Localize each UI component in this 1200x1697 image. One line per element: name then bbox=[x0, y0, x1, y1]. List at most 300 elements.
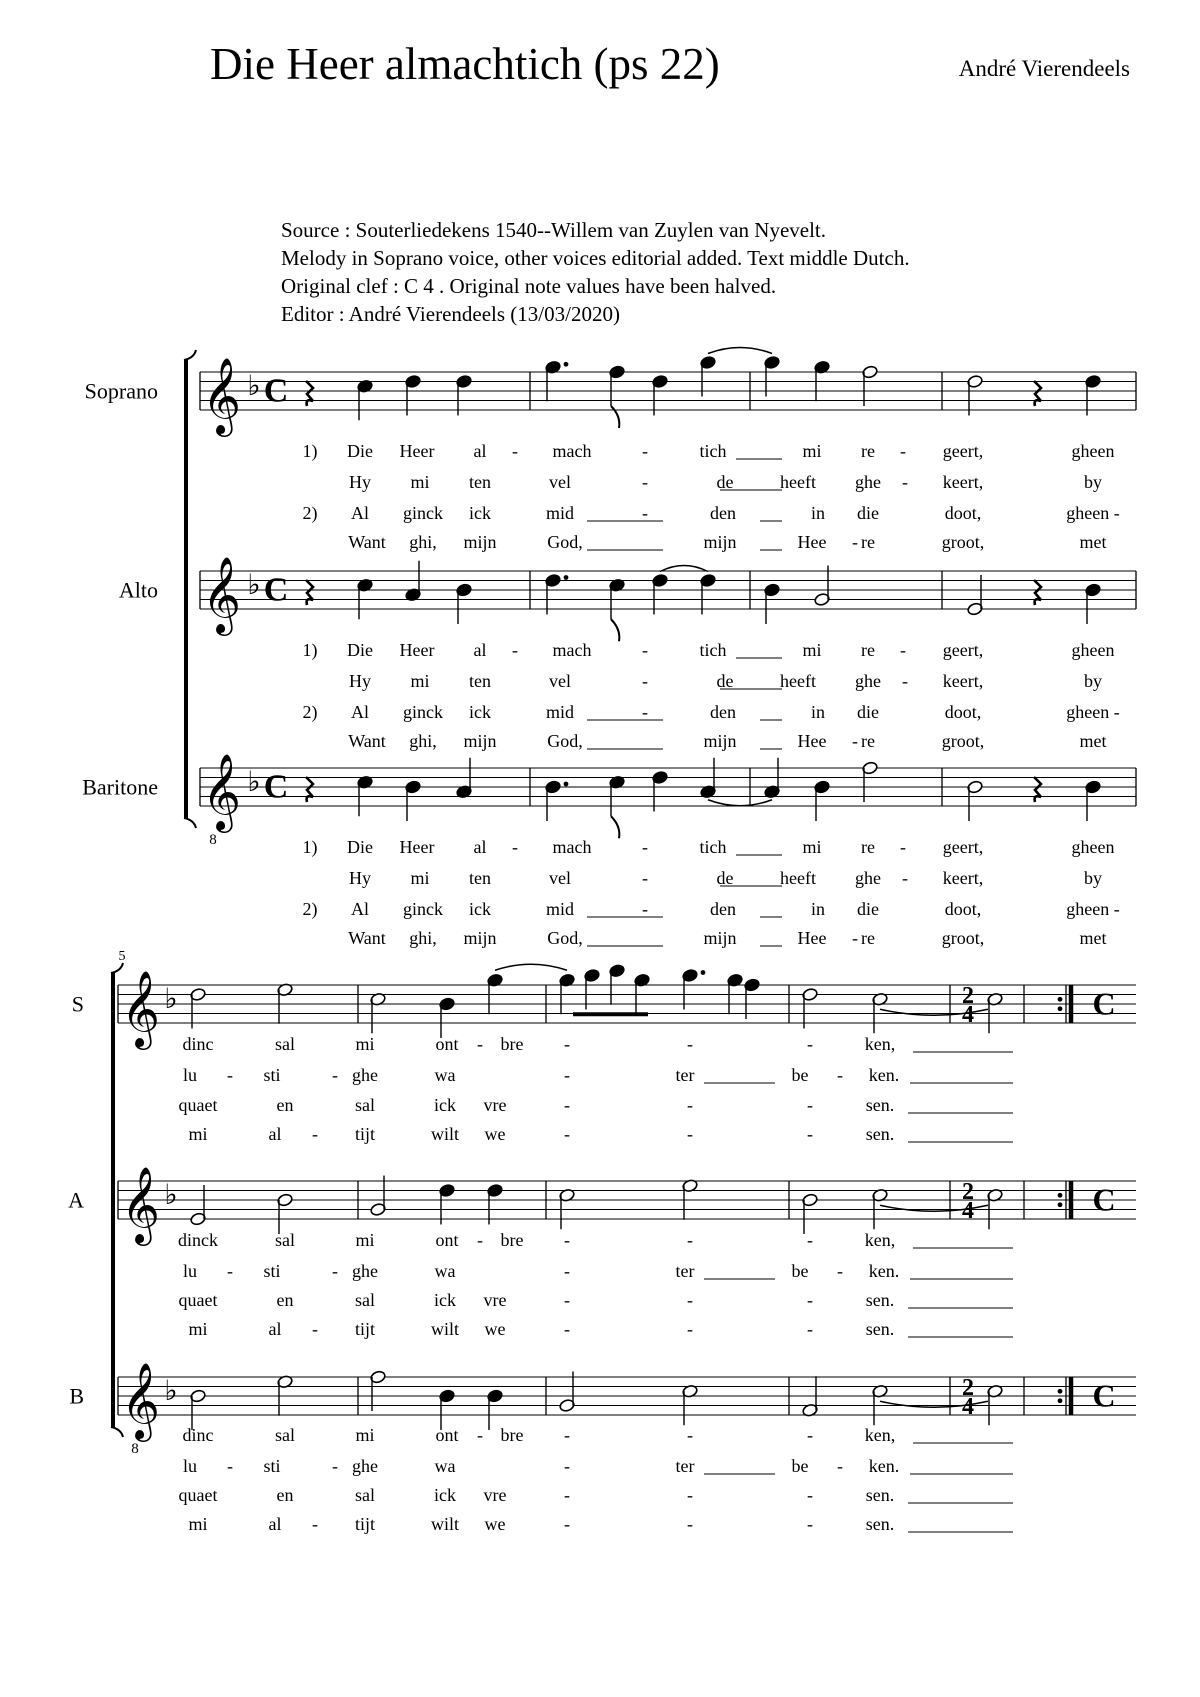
lyric-syllable: al bbox=[473, 640, 487, 660]
soprano-note-dot bbox=[701, 970, 706, 975]
lyric-syllable: ghe bbox=[352, 1261, 378, 1281]
lyric-syllable: en bbox=[276, 1485, 294, 1505]
time-signature-denominator: 4 bbox=[962, 1394, 974, 1420]
part-name: S bbox=[71, 991, 84, 1017]
lyric-syllable: ken. bbox=[868, 1456, 900, 1476]
lyric-syllable: ghi, bbox=[409, 928, 437, 948]
lyric-syllable: God, bbox=[547, 731, 583, 751]
lyric-syllable: dinc bbox=[182, 1034, 214, 1054]
lyric-syllable: - bbox=[477, 1230, 483, 1250]
treble-clef: 𝄞 bbox=[202, 559, 242, 632]
lyric-syllable: - bbox=[642, 702, 648, 722]
lyric-syllable: - bbox=[687, 1290, 693, 1310]
lyric-syllable: - bbox=[687, 1485, 693, 1505]
lyric-syllable: die bbox=[857, 503, 879, 523]
lyric-syllable: mijn bbox=[703, 532, 737, 552]
verse-number: 2) bbox=[302, 503, 318, 523]
lyric-syllable: - bbox=[642, 868, 648, 888]
lyric-syllable: by bbox=[1084, 671, 1102, 691]
lyric-syllable: vel bbox=[549, 671, 571, 691]
lyric-syllable: geert, bbox=[942, 441, 984, 461]
baritone-note-flag bbox=[611, 816, 619, 838]
lyric-syllable: - bbox=[852, 731, 858, 751]
lyric-syllable: - bbox=[900, 640, 906, 660]
lyric-syllable: al bbox=[473, 837, 487, 857]
lyric-syllable: groot, bbox=[941, 532, 985, 552]
lyric-syllable: - bbox=[807, 1124, 813, 1144]
lyric-syllable: den bbox=[710, 702, 736, 722]
key-signature-flat: ♭ bbox=[164, 1376, 178, 1407]
composer-name: André Vierendeels bbox=[958, 56, 1130, 81]
lyric-syllable: - bbox=[564, 1261, 570, 1281]
lyric-syllable: ont bbox=[435, 1230, 459, 1250]
lyric-syllable: doot, bbox=[944, 702, 982, 722]
lyric-syllable: - bbox=[512, 640, 518, 660]
lyric-syllable: - bbox=[687, 1034, 693, 1054]
lyric-syllable: groot, bbox=[941, 731, 985, 751]
lyric-syllable: - bbox=[227, 1065, 233, 1085]
quarter-rest bbox=[1034, 381, 1041, 406]
lyric-syllable: - bbox=[642, 503, 648, 523]
lyric-syllable: ten bbox=[469, 671, 491, 691]
lyric-syllable: Heer bbox=[399, 640, 435, 660]
lyric-syllable: - bbox=[332, 1261, 338, 1281]
lyric-syllable: groot, bbox=[941, 928, 985, 948]
lyric-syllable: - bbox=[227, 1456, 233, 1476]
lyric-syllable: mijn bbox=[463, 928, 497, 948]
lyric-syllable: we bbox=[484, 1319, 506, 1339]
lyric-syllable: Die bbox=[347, 837, 373, 857]
lyric-syllable: den bbox=[710, 503, 736, 523]
lyric-syllable: ghe bbox=[855, 868, 881, 888]
lyric-syllable: den bbox=[710, 899, 736, 919]
lyric-syllable: ont bbox=[435, 1034, 459, 1054]
lyric-syllable: Hee bbox=[797, 532, 827, 552]
lyric-syllable: be bbox=[791, 1456, 809, 1476]
lyric-syllable: ten bbox=[469, 472, 491, 492]
lyric-syllable: ghe bbox=[352, 1065, 378, 1085]
lyric-syllable: - bbox=[852, 532, 858, 552]
lyric-syllable: re bbox=[861, 928, 875, 948]
lyric-syllable: - bbox=[564, 1124, 570, 1144]
lyric-syllable: die bbox=[857, 899, 879, 919]
lyric-syllable: die bbox=[857, 702, 879, 722]
lyric-syllable: tijt bbox=[354, 1514, 376, 1534]
lyric-syllable: Hy bbox=[349, 472, 371, 492]
quarter-rest bbox=[306, 580, 313, 605]
lyric-syllable: Al bbox=[351, 702, 369, 722]
lyric-syllable: - bbox=[564, 1456, 570, 1476]
lyric-syllable: mach bbox=[552, 441, 592, 461]
lyric-syllable: mi bbox=[188, 1124, 208, 1144]
key-signature-flat: ♭ bbox=[164, 984, 178, 1015]
lyric-syllable: wa bbox=[434, 1261, 456, 1281]
lyric-syllable: ginck bbox=[403, 899, 443, 919]
lyric-syllable: wa bbox=[434, 1456, 456, 1476]
lyric-syllable: - bbox=[642, 441, 648, 461]
part-name: Alto bbox=[118, 577, 158, 603]
lyric-syllable: ghe bbox=[855, 472, 881, 492]
lyric-syllable: - bbox=[332, 1456, 338, 1476]
time-signature-denominator: 4 bbox=[962, 1198, 974, 1224]
lyric-syllable: en bbox=[276, 1290, 294, 1310]
lyric-syllable: - bbox=[807, 1485, 813, 1505]
lyric-syllable: keert, bbox=[942, 472, 984, 492]
time-signature: C bbox=[1092, 1181, 1116, 1218]
lyric-syllable: wa bbox=[434, 1065, 456, 1085]
repeat-dot bbox=[1058, 1006, 1063, 1011]
note-melody: Melody in Soprano voice, other voices editorial added. Text middle Dutch. bbox=[281, 246, 910, 270]
lyric-syllable: - bbox=[564, 1065, 570, 1085]
lyric-syllable: ghi, bbox=[409, 532, 437, 552]
time-signature: C bbox=[1092, 985, 1116, 1022]
lyric-syllable: - bbox=[564, 1485, 570, 1505]
verse-number: 1) bbox=[302, 837, 318, 857]
note-source: Source : Souterliedekens 1540--Willem van Zuylen van Nyevelt. bbox=[281, 218, 827, 242]
lyric-syllable: bre bbox=[500, 1034, 524, 1054]
lyric-syllable: mach bbox=[552, 837, 592, 857]
lyric-syllable: Hee bbox=[797, 731, 827, 751]
lyric-syllable: de bbox=[716, 472, 734, 492]
lyric-syllable: - bbox=[807, 1034, 813, 1054]
time-signature-numerator: 2 bbox=[962, 983, 974, 1009]
lyric-syllable: re bbox=[861, 532, 875, 552]
lyric-syllable: - bbox=[902, 868, 908, 888]
lyric-syllable: quaet bbox=[178, 1485, 218, 1505]
lyric-syllable: sal bbox=[275, 1230, 295, 1250]
treble-clef: 𝄞 bbox=[121, 1169, 161, 1242]
lyric-syllable: geert, bbox=[942, 640, 984, 660]
lyric-syllable: - bbox=[687, 1230, 693, 1250]
lyric-syllable: Die bbox=[347, 640, 373, 660]
lyric-syllable: heeft bbox=[780, 868, 816, 888]
lyric-syllable: ter bbox=[675, 1065, 695, 1085]
lyric-syllable: - bbox=[642, 837, 648, 857]
lyric-syllable: gheen bbox=[1071, 837, 1115, 857]
lyric-syllable: Al bbox=[351, 503, 369, 523]
lyric-syllable: re bbox=[861, 441, 875, 461]
treble-clef: 𝄞 bbox=[121, 973, 161, 1046]
lyric-syllable: Heer bbox=[399, 837, 435, 857]
lyric-syllable: wilt bbox=[430, 1124, 460, 1144]
lyric-syllable: - bbox=[564, 1319, 570, 1339]
lyric-syllable: al bbox=[268, 1124, 282, 1144]
lyric-syllable: - bbox=[642, 899, 648, 919]
lyric-syllable: - bbox=[687, 1425, 693, 1445]
system-bracket-top bbox=[111, 963, 123, 973]
repeat-dot bbox=[1058, 1398, 1063, 1403]
lyric-syllable: sal bbox=[275, 1034, 295, 1054]
lyric-syllable: ken, bbox=[864, 1230, 896, 1250]
lyric-syllable: - bbox=[687, 1319, 693, 1339]
lyric-syllable: - bbox=[564, 1425, 570, 1445]
lyric-syllable: - bbox=[807, 1290, 813, 1310]
lyric-syllable: mid bbox=[545, 702, 575, 722]
lyric-syllable: ten bbox=[469, 868, 491, 888]
lyric-syllable: doot, bbox=[944, 899, 982, 919]
lyric-syllable: sen. bbox=[865, 1124, 895, 1144]
measure-number: 5 bbox=[118, 949, 126, 964]
clef-octave-mark: 8 bbox=[209, 832, 217, 848]
lyric-syllable: gheen - bbox=[1066, 503, 1120, 523]
lyric-syllable: in bbox=[810, 503, 826, 523]
time-signature: C bbox=[263, 768, 289, 806]
lyric-syllable: God, bbox=[547, 928, 583, 948]
lyric-syllable: - bbox=[900, 837, 906, 857]
lyric-syllable: mi bbox=[802, 640, 822, 660]
lyric-syllable: in bbox=[810, 702, 826, 722]
repeat-dot bbox=[1058, 1193, 1063, 1198]
lyric-syllable: ick bbox=[469, 899, 491, 919]
lyric-syllable: gheen bbox=[1071, 441, 1115, 461]
lyric-syllable: in bbox=[810, 899, 826, 919]
lyric-syllable: ont bbox=[435, 1425, 459, 1445]
lyric-syllable: - bbox=[807, 1425, 813, 1445]
lyric-syllable: be bbox=[791, 1065, 809, 1085]
lyric-syllable: doot, bbox=[944, 503, 982, 523]
lyric-syllable: mid bbox=[545, 899, 575, 919]
time-signature-numerator: 2 bbox=[962, 1179, 974, 1205]
lyric-syllable: - bbox=[837, 1456, 843, 1476]
lyric-syllable: - bbox=[687, 1514, 693, 1534]
lyric-syllable: mi bbox=[410, 671, 430, 691]
tie bbox=[495, 964, 567, 970]
key-signature-flat: ♭ bbox=[247, 570, 261, 601]
lyric-syllable: - bbox=[512, 441, 518, 461]
lyric-syllable: sen. bbox=[865, 1514, 895, 1534]
lyric-syllable: gheen - bbox=[1066, 702, 1120, 722]
lyric-syllable: - bbox=[564, 1230, 570, 1250]
lyric-syllable: tijt bbox=[354, 1319, 376, 1339]
lyric-syllable: sen. bbox=[865, 1290, 895, 1310]
lyric-syllable: sal bbox=[355, 1095, 375, 1115]
lyric-syllable: ginck bbox=[403, 702, 443, 722]
part-name: B bbox=[69, 1383, 84, 1409]
lyric-syllable: - bbox=[512, 837, 518, 857]
repeat-dot bbox=[1058, 1202, 1063, 1207]
quarter-rest bbox=[306, 777, 313, 802]
part-name: Soprano bbox=[84, 378, 158, 404]
lyric-syllable: we bbox=[484, 1124, 506, 1144]
lyric-syllable: God, bbox=[547, 532, 583, 552]
lyric-syllable: vre bbox=[483, 1290, 507, 1310]
lyric-syllable: vel bbox=[549, 472, 571, 492]
lyric-syllable: - bbox=[807, 1514, 813, 1534]
soprano-note-dot bbox=[564, 362, 569, 367]
lyric-syllable: Heer bbox=[399, 441, 435, 461]
lyric-syllable: - bbox=[807, 1319, 813, 1339]
lyric-syllable: by bbox=[1084, 868, 1102, 888]
lyric-syllable: ick bbox=[434, 1485, 456, 1505]
repeat-dot bbox=[1058, 1389, 1063, 1394]
verse-number: 2) bbox=[302, 702, 318, 722]
lyric-syllable: al bbox=[268, 1514, 282, 1534]
lyric-syllable: tijt bbox=[354, 1124, 376, 1144]
time-signature: C bbox=[263, 571, 289, 609]
lyric-syllable: ghe bbox=[855, 671, 881, 691]
lyric-syllable: keert, bbox=[942, 868, 984, 888]
lyric-syllable: tich bbox=[699, 441, 727, 461]
lyric-syllable: sal bbox=[355, 1290, 375, 1310]
lyric-syllable: gheen bbox=[1071, 640, 1115, 660]
lyric-syllable: sal bbox=[355, 1485, 375, 1505]
note-clef: Original clef : C 4 . Original note values have been halved. bbox=[281, 274, 777, 298]
lyric-syllable: Al bbox=[351, 899, 369, 919]
treble-clef: 𝄞 bbox=[202, 360, 242, 433]
lyric-syllable: - bbox=[807, 1230, 813, 1250]
lyric-syllable: de bbox=[716, 671, 734, 691]
lyric-syllable: quaet bbox=[178, 1095, 218, 1115]
quarter-rest bbox=[1034, 580, 1041, 605]
lyric-syllable: - bbox=[564, 1034, 570, 1054]
lyric-syllable: - bbox=[564, 1095, 570, 1115]
quarter-rest bbox=[1034, 777, 1041, 802]
lyric-syllable: lu bbox=[182, 1456, 198, 1476]
lyric-syllable: sen. bbox=[865, 1319, 895, 1339]
lyric-syllable: re bbox=[861, 731, 875, 751]
lyric-syllable: quaet bbox=[178, 1290, 218, 1310]
lyric-syllable: wilt bbox=[430, 1319, 460, 1339]
time-signature: C bbox=[263, 372, 289, 410]
lyric-syllable: heeft bbox=[780, 671, 816, 691]
lyric-syllable: sti bbox=[263, 1065, 281, 1085]
repeat-dot bbox=[1058, 997, 1063, 1002]
lyric-syllable: heeft bbox=[780, 472, 816, 492]
lyric-syllable: - bbox=[642, 671, 648, 691]
time-signature-numerator: 2 bbox=[962, 1375, 974, 1401]
lyric-syllable: mijn bbox=[463, 532, 497, 552]
key-signature-flat: ♭ bbox=[247, 371, 261, 402]
lyric-syllable: - bbox=[312, 1319, 318, 1339]
lyric-syllable: - bbox=[687, 1124, 693, 1144]
time-signature: C bbox=[1092, 1377, 1116, 1414]
lyric-syllable: mi bbox=[802, 441, 822, 461]
lyric-syllable: mid bbox=[545, 503, 575, 523]
lyric-syllable: re bbox=[861, 640, 875, 660]
lyric-syllable: mijn bbox=[703, 928, 737, 948]
treble-clef: 𝄞 bbox=[202, 756, 242, 829]
lyric-syllable: mach bbox=[552, 640, 592, 660]
lyric-syllable: gheen - bbox=[1066, 899, 1120, 919]
lyric-syllable: Want bbox=[348, 532, 386, 552]
lyric-syllable: - bbox=[332, 1065, 338, 1085]
lyric-syllable: mi bbox=[188, 1319, 208, 1339]
part-name: A bbox=[68, 1187, 84, 1213]
verse-number: 2) bbox=[302, 899, 318, 919]
baritone-note-dot bbox=[564, 782, 569, 787]
lyric-syllable: vre bbox=[483, 1485, 507, 1505]
lyric-syllable: - bbox=[687, 1095, 693, 1115]
lyric-syllable: - bbox=[477, 1425, 483, 1445]
time-signature-denominator: 4 bbox=[962, 1002, 974, 1028]
lyric-syllable: - bbox=[852, 928, 858, 948]
lyric-syllable: - bbox=[312, 1514, 318, 1534]
lyric-syllable: al bbox=[473, 441, 487, 461]
lyric-syllable: de bbox=[716, 868, 734, 888]
lyric-syllable: ginck bbox=[403, 503, 443, 523]
lyric-syllable: ken, bbox=[864, 1425, 896, 1445]
lyric-syllable: Hy bbox=[349, 671, 371, 691]
system-bracket-bottom bbox=[184, 818, 196, 828]
lyric-syllable: - bbox=[902, 671, 908, 691]
lyric-syllable: ick bbox=[469, 702, 491, 722]
lyric-syllable: sti bbox=[263, 1456, 281, 1476]
lyric-syllable: keert, bbox=[942, 671, 984, 691]
lyric-syllable: wilt bbox=[430, 1514, 460, 1534]
lyric-syllable: en bbox=[276, 1095, 294, 1115]
treble-clef: 𝄞 bbox=[121, 1365, 161, 1438]
lyric-syllable: ick bbox=[434, 1290, 456, 1310]
lyric-syllable: Want bbox=[348, 928, 386, 948]
lyric-syllable: Hee bbox=[797, 928, 827, 948]
lyric-syllable: - bbox=[807, 1095, 813, 1115]
lyric-syllable: we bbox=[484, 1514, 506, 1534]
tie bbox=[708, 800, 772, 806]
verse-number: 1) bbox=[302, 640, 318, 660]
lyric-syllable: ken. bbox=[868, 1261, 900, 1281]
lyric-syllable: - bbox=[837, 1261, 843, 1281]
lyric-syllable: vre bbox=[483, 1095, 507, 1115]
lyric-syllable: mi bbox=[355, 1034, 375, 1054]
clef-octave-mark: 8 bbox=[131, 1441, 139, 1457]
lyric-syllable: mi bbox=[188, 1514, 208, 1534]
note-editor: Editor : André Vierendeels (13/03/2020) bbox=[281, 302, 620, 326]
lyric-syllable: mi bbox=[410, 472, 430, 492]
lyric-syllable: sti bbox=[263, 1261, 281, 1281]
lyric-syllable: re bbox=[861, 837, 875, 857]
page-title: Die Heer almachtich (ps 22) bbox=[210, 39, 720, 89]
key-signature-flat: ♭ bbox=[247, 767, 261, 798]
lyric-syllable: be bbox=[791, 1261, 809, 1281]
lyric-syllable: Want bbox=[348, 731, 386, 751]
lyric-syllable: mijn bbox=[463, 731, 497, 751]
lyric-syllable: ter bbox=[675, 1456, 695, 1476]
lyric-syllable: bre bbox=[500, 1425, 524, 1445]
lyric-syllable: ken, bbox=[864, 1034, 896, 1054]
lyric-syllable: Hy bbox=[349, 868, 371, 888]
lyric-syllable: ter bbox=[675, 1261, 695, 1281]
lyric-syllable: - bbox=[642, 640, 648, 660]
lyric-syllable: lu bbox=[182, 1065, 198, 1085]
lyric-syllable: mi bbox=[802, 837, 822, 857]
lyric-syllable: al bbox=[268, 1319, 282, 1339]
part-name: Baritone bbox=[82, 774, 158, 800]
lyric-syllable: ghi, bbox=[409, 731, 437, 751]
lyric-syllable: met bbox=[1079, 731, 1107, 751]
lyric-syllable: dinc bbox=[182, 1425, 214, 1445]
lyric-syllable: - bbox=[900, 441, 906, 461]
alto-note-dot bbox=[564, 575, 569, 580]
lyric-syllable: tich bbox=[699, 640, 727, 660]
lyric-syllable: by bbox=[1084, 472, 1102, 492]
lyric-syllable: - bbox=[564, 1290, 570, 1310]
system-bracket-top bbox=[184, 350, 196, 360]
lyric-syllable: mi bbox=[355, 1230, 375, 1250]
lyric-syllable: vel bbox=[549, 868, 571, 888]
lyric-syllable: - bbox=[477, 1034, 483, 1054]
lyric-syllable: - bbox=[227, 1261, 233, 1281]
lyric-syllable: ghe bbox=[352, 1456, 378, 1476]
lyric-syllable: bre bbox=[500, 1230, 524, 1250]
lyric-syllable: ick bbox=[469, 503, 491, 523]
lyric-syllable: geert, bbox=[942, 837, 984, 857]
quarter-rest bbox=[306, 381, 313, 406]
lyric-syllable: met bbox=[1079, 532, 1107, 552]
lyric-syllable: - bbox=[312, 1124, 318, 1144]
lyric-syllable: - bbox=[642, 472, 648, 492]
lyric-syllable: lu bbox=[182, 1261, 198, 1281]
lyric-syllable: mi bbox=[355, 1425, 375, 1445]
